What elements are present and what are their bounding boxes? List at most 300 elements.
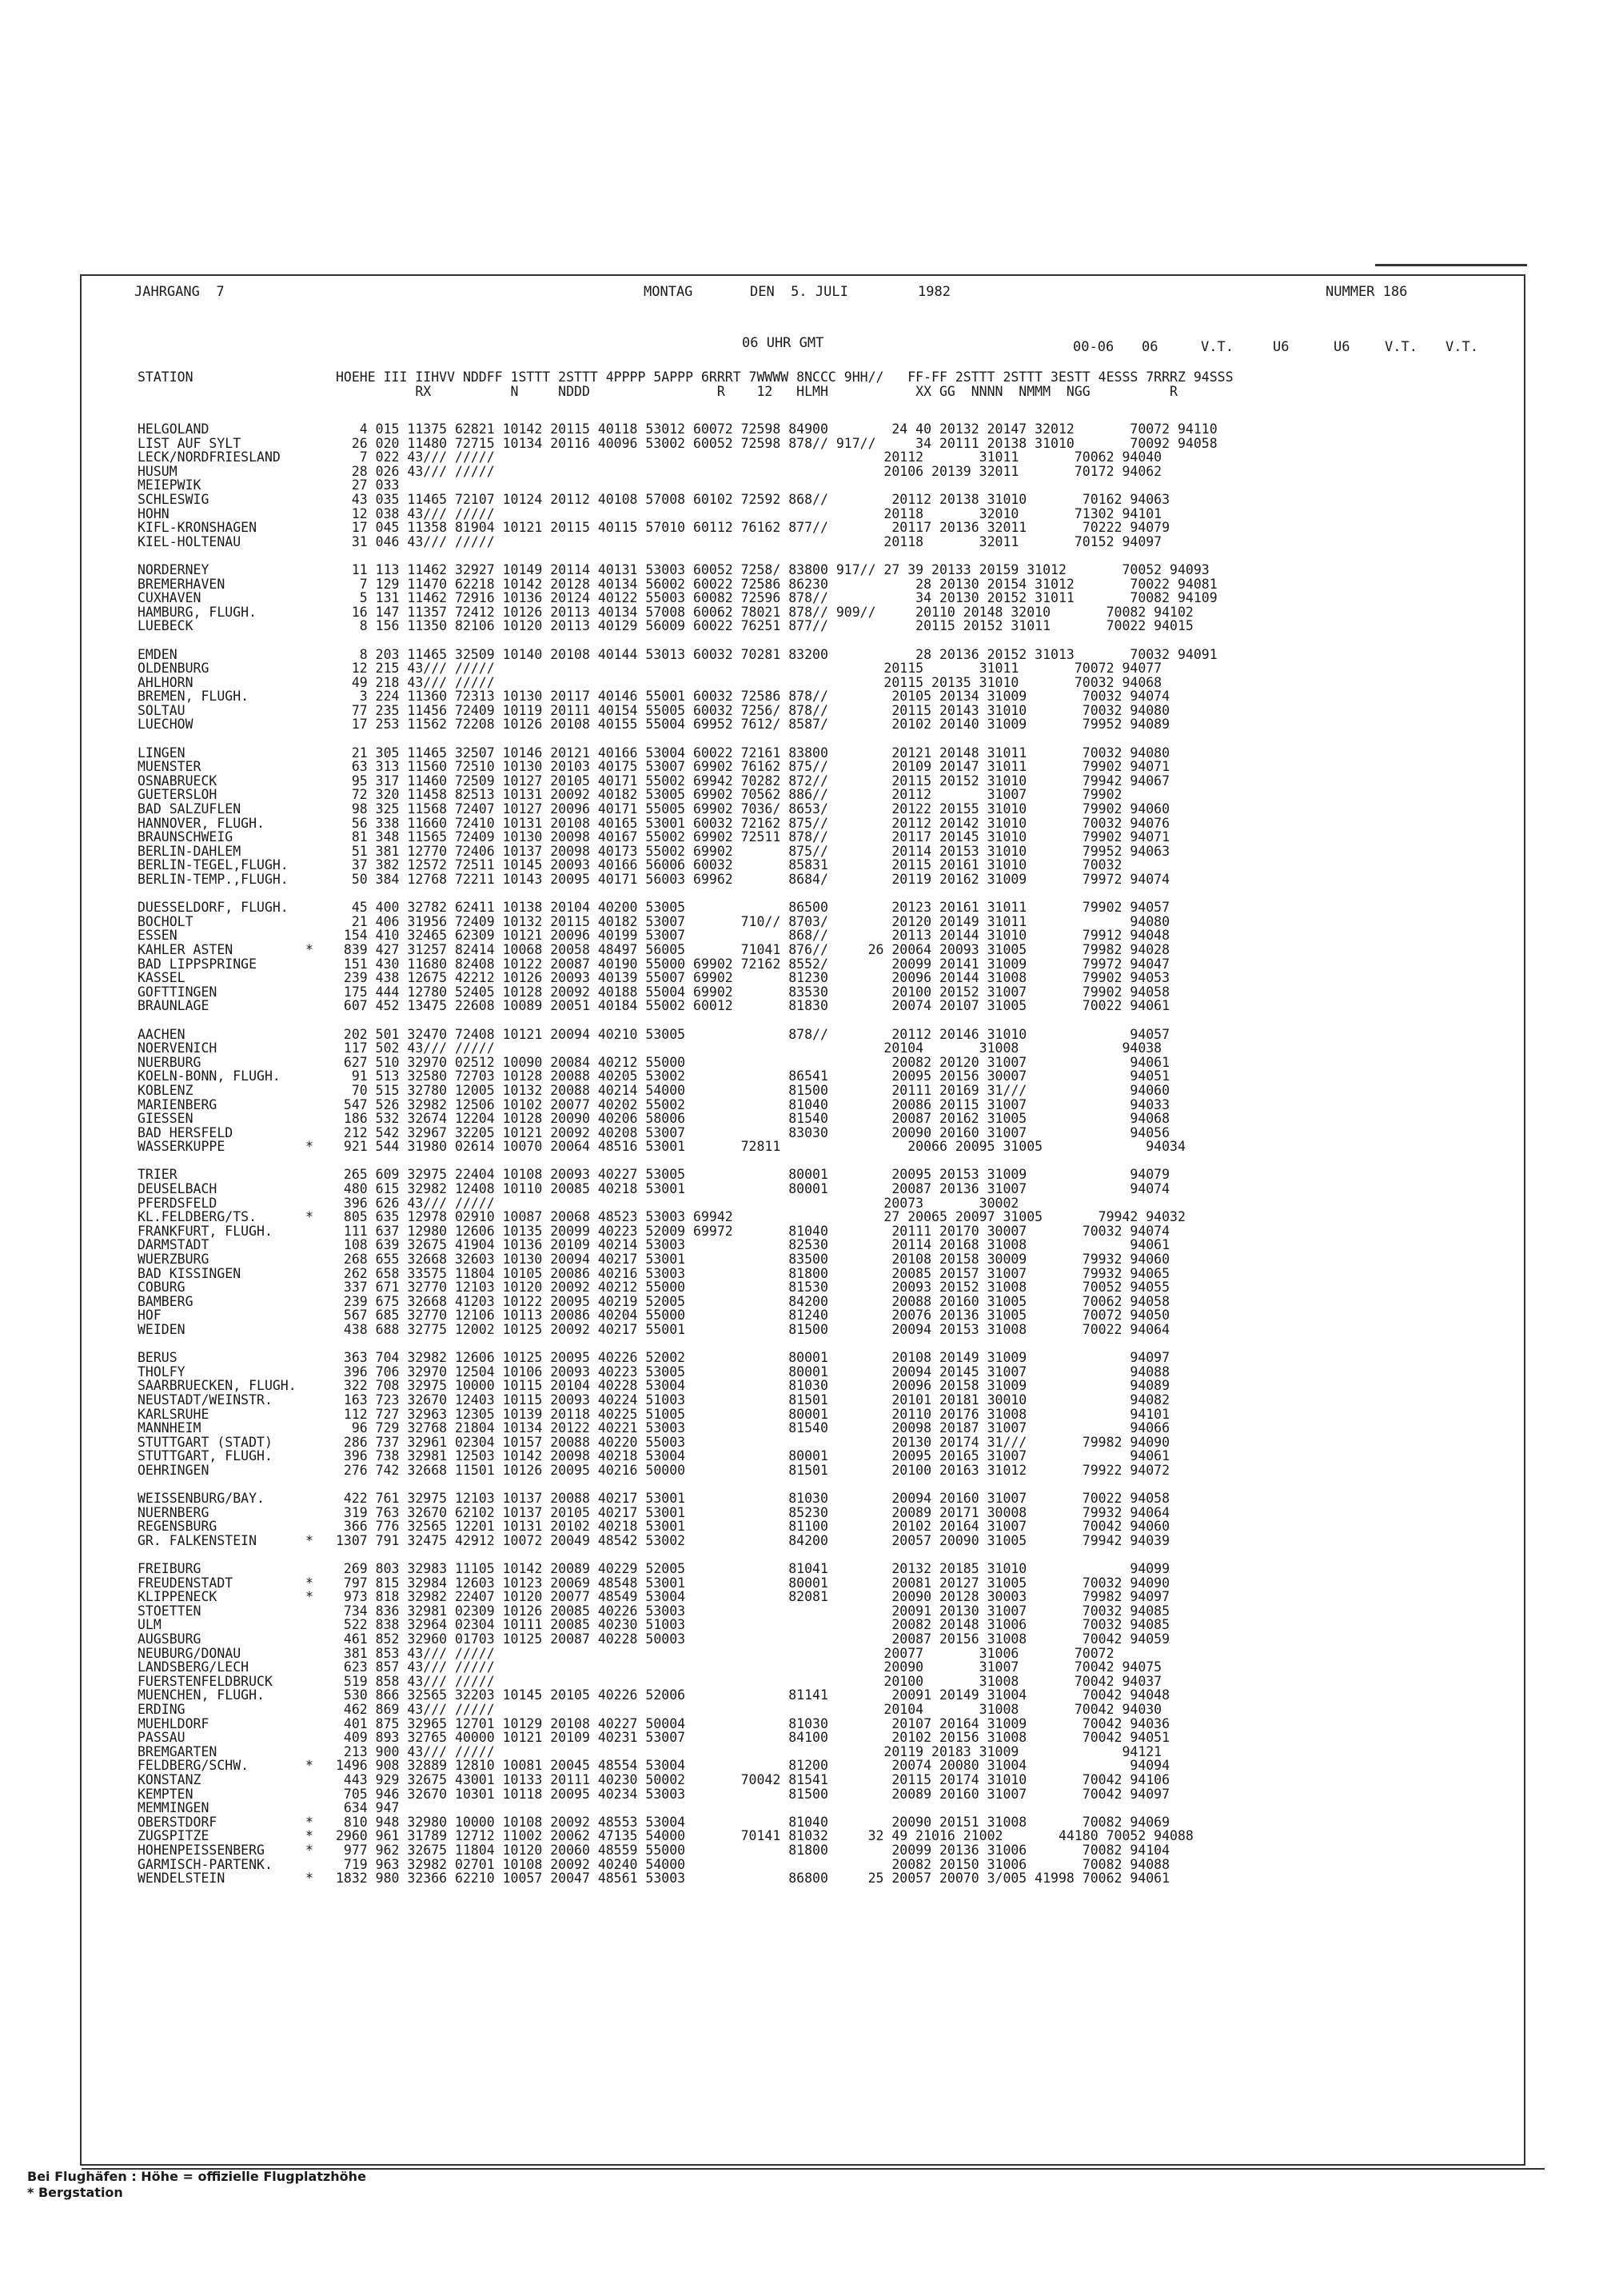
station-name: GUETERSLOH [138,788,217,803]
station-row-data: 322 708 32975 10000 10115 20104 40228 53004 81030 20096 20158 31009 94089 [336,1379,1170,1393]
station-name: NUERBURG [138,1055,201,1070]
mountain-marker [305,1308,313,1323]
station-row-data: 443 929 32675 43001 10133 20111 40230 50002 70042 81541 20115 20174 31010 70042 94106 [336,1773,1170,1787]
mountain-marker [305,1028,313,1042]
station-row-data: 519 858 43/// ///// 20100 31008 70042 94037 [336,1674,1162,1689]
mountain-marker [305,1112,313,1126]
station-row-data: 72 320 11458 82513 10131 20092 40182 53005 69902 70562 886// 20112 31007 79902 [336,788,1122,803]
station-name: KL.FELDBERG/TS. [138,1210,257,1224]
marker-group [305,1168,313,1336]
mountain-marker [305,1703,313,1717]
mountain-marker: * [305,1575,313,1591]
station-name: PASSAU [138,1731,185,1745]
station-name: BERLIN-TEMP.,FLUGH. [138,872,289,887]
mountain-marker [305,1280,313,1295]
station-group [138,1168,297,1336]
mountain-marker [305,521,313,535]
mountain-marker: * [305,1759,313,1773]
station-group [138,746,297,887]
station-row-data: 27 033 [336,478,400,493]
station-row-data: 212 542 32967 32205 10121 20092 40208 53007 83030 20090 20160 31007 94056 [336,1125,1170,1140]
station-row-data: 921 544 31980 02614 10070 20064 48516 53001 72811 20066 20095 31005 94034 [336,1140,1186,1154]
mountain-marker [305,1408,313,1422]
station-row-data: 12 038 43/// ///// 20118 32010 71302 94101 [336,506,1162,521]
station-column-header: STATION [138,369,193,385]
mountain-marker [305,605,313,620]
mountain-marker [305,1618,313,1632]
station-row-data: 2960 961 31789 12712 11002 20062 47135 54000 70141 81032 32 49 21016 21002 44180 70052 94088 [336,1829,1194,1843]
station-row-data: 438 688 32775 12002 10125 20092 40217 55001 81500 20094 20153 31008 70022 94064 [336,1323,1170,1337]
data-group [336,1351,1218,1477]
station-row-data: 797 815 32984 12603 10123 20069 48548 53001 80001 20081 20127 31005 70032 94090 [336,1575,1170,1591]
station-name: MUEHLDORF [138,1716,209,1731]
station-name: KARLSRUHE [138,1407,209,1422]
mountain-marker [305,1660,313,1675]
station-row-data: 1496 908 32889 12810 10081 20045 48554 53004 81200 20074 20080 31004 94094 [336,1759,1170,1773]
mountain-marker [305,999,313,1013]
station-row-data: 366 776 32565 12201 10131 20102 40218 53001 81100 20102 20164 31007 70042 94060 [336,1519,1170,1534]
mountain-marker [305,1365,313,1380]
station-row-data: 5 131 11462 72916 10136 20124 40122 55003 60082 72596 878// 34 20130 20152 31011 70082 94109 [336,591,1218,605]
station-row-data: 276 742 32668 11501 10126 20095 40216 50000 81501 20100 20163 31012 79922 94072 [336,1463,1170,1478]
station-row-data: 163 723 32670 12403 10115 20093 40224 51003 81501 20101 20181 30010 94082 [336,1392,1170,1408]
mountain-marker [305,1295,313,1309]
station-name: FRANKFURT, FLUGH. [138,1224,273,1239]
station-name: ESSEN [138,928,177,943]
station-row-data: 26 020 11480 72715 10134 20116 40096 53002 60052 72598 878// 917// 34 20111 20138 31010 70092 94058 [336,436,1218,451]
station-name: HOHN [138,506,169,521]
station-row-data: 37 382 12572 72511 10145 20093 40166 56006 60032 85831 20115 20161 31010 70032 [336,858,1122,872]
data-group [336,1028,1218,1154]
mountain-marker [305,478,313,493]
station-name: BAD HERSFELD [138,1125,233,1140]
station-row-data: 567 685 32770 12106 10113 20086 40204 55000 81240 20076 20136 31005 70072 94050 [336,1308,1170,1323]
station-name: OLDENBURG [138,661,209,676]
mountain-marker [305,704,313,718]
station-name: WENDELSTEIN [138,1871,225,1886]
marker-group [305,648,313,733]
station-row-data: 91 513 32580 72703 10128 20088 40205 53002 86541 20095 20156 30007 94051 [336,1069,1170,1084]
station-row-data: 186 532 32674 12204 10128 20090 40206 58006 81540 20087 20162 31005 94068 [336,1112,1170,1126]
station-name: STOETTEN [138,1603,201,1619]
station-row-data: 8 203 11465 32509 10140 20108 40144 53013 60032 70281 83200 28 20136 20152 31013 70032 94091 [336,647,1218,662]
station-row-data: 973 818 32982 22407 10120 20077 48549 53004 82081 20090 20128 30003 79982 94097 [336,1590,1170,1604]
mountain-marker: * [305,942,313,957]
mountain-marker [305,1519,313,1534]
mountain-marker [305,1435,313,1450]
mountain-marker [305,985,313,1000]
station-column [138,422,297,1899]
station-name: AHLHORN [138,675,193,690]
station-name: ZUGSPITZE [138,1829,209,1843]
station-name: LINGEN [138,745,185,761]
marker-group [305,1028,313,1154]
station-row-data: 43 035 11465 72107 10124 20112 40108 57008 60102 72592 868// 20112 20138 31010 70162 94063 [336,492,1170,507]
bulletin-frame [80,274,1525,2166]
mountain-marker [305,845,313,859]
station-group [138,563,297,633]
mountain-marker [305,493,313,507]
u6-label-2: U6 [1334,339,1350,355]
station-row-data: 977 962 32675 11804 10120 20060 48559 55000 81800 20099 20136 31006 70082 94104 [336,1843,1170,1858]
station-row-data: 21 406 31956 72409 10132 20115 40182 53007 710// 8703/ 20120 20149 31011 94080 [336,914,1170,929]
station-row-data: 269 803 32983 11105 10142 20089 40229 52005 81041 20132 20185 31010 94099 [336,1562,1170,1576]
station-row-data: 705 946 32670 10301 10118 20095 40234 53003 81500 20089 20160 31007 70042 94097 [336,1787,1170,1802]
station-name: STUTTGART (STADT) [138,1435,273,1450]
station-name: MANNHEIM [138,1421,201,1435]
station-row-data: 262 658 33575 11804 10105 20086 40216 53003 81800 20085 20157 31007 79932 94065 [336,1266,1170,1281]
station-row-data: 530 866 32565 32203 10145 20105 40226 52006 81141 20091 20149 31004 70042 94048 [336,1688,1170,1703]
mountain-marker [305,1182,313,1196]
station-row-data: 175 444 12780 52405 10128 20092 40188 55004 69902 83530 20100 20152 31007 79902 94058 [336,984,1170,1000]
data-group [336,1168,1218,1336]
vt-label-3: V.T. [1445,339,1478,355]
station-row-data: 21 305 11465 32507 10146 20121 40166 53004 60022 72161 83800 20121 20148 31011 70032 94080 [336,745,1170,761]
mountain-marker [305,1858,313,1872]
station-row-data: 522 838 32964 02304 10111 20085 40230 51003 20082 20148 31006 70032 94085 [336,1618,1170,1633]
mountain-marker [305,760,313,774]
obs-time-label: 06 UHR GMT [742,335,824,351]
station-row-data: 810 948 32980 10000 10108 20092 48553 53004 81040 20090 20151 31008 70082 94069 [336,1815,1170,1830]
observation-data-column [336,422,1218,1899]
mountain-marker [305,1604,313,1619]
station-row-data: 95 317 11460 72509 10127 20105 40171 55002 69942 70282 872// 20115 20152 31010 79942 94067 [336,773,1170,789]
mountain-marker [305,1224,313,1239]
station-name: NORDERNEY [138,562,209,577]
station-row-data: 77 235 11456 72409 10119 20111 40154 55005 60032 7256/ 878// 20115 20143 31010 70032 94080 [336,703,1170,718]
station-row-data: 81 348 11565 72409 10130 20098 40167 55002 69902 72511 878// 20117 20145 31010 79902 94071 [336,830,1170,845]
station-name: KIEL-HOLTENAU [138,534,241,549]
station-name: DEUSELBACH [138,1182,217,1196]
station-row-data: 63 313 11560 72510 10130 20103 40175 53007 69902 76162 875// 20109 20147 31011 79902 94071 [336,760,1170,774]
year-label: 1982 [918,284,951,300]
station-name: KONSTANZ [138,1773,201,1787]
mountain-marker: * [305,1140,313,1154]
mountain-marker [305,1379,313,1393]
station-name: SAARBRUECKEN, FLUGH. [138,1379,297,1393]
station-row-data: 17 045 11358 81904 10121 20115 40115 57010 60112 76162 877// 20117 20136 32011 70222 94079 [336,521,1170,535]
station-name: DARMSTADT [138,1238,209,1253]
mountain-marker [305,437,313,451]
mountain-marker [305,1126,313,1140]
code-column-header-2: RX N NDDD R 12 HLMH XX GG NNNN NMMM NGG R [336,384,1178,399]
station-row-data: 396 626 43/// ///// 20073 30002 [336,1196,1019,1211]
date-label: DEN 5. JULI [750,284,848,300]
station-row-data: 7 129 11470 62218 10142 20128 40134 56002 60022 72586 86230 28 20130 20154 31012 70022 94081 [336,577,1218,592]
data-group [336,1562,1218,1886]
station-name: SCHLESWIG [138,492,209,507]
station-name: AUGSBURG [138,1632,201,1647]
footnote-mountain-station: * Bergstation [27,2185,123,2200]
station-name: KEMPTEN [138,1787,193,1802]
station-row-data: 409 893 32765 40000 10121 20109 40231 53007 84100 20102 20156 31008 70042 94051 [336,1731,1170,1745]
station-name: BREMERHAVEN [138,577,225,592]
station-group [138,1351,297,1477]
mountain-marker [305,689,313,704]
mountain-marker [305,1632,313,1647]
marker-group [305,1491,313,1547]
station-name: HOHENPEISSENBERG [138,1843,265,1858]
mountain-marker: * [305,1210,313,1224]
station-name: OSNABRUECK [138,773,217,789]
jahrgang-label: JAHRGANG 7 [134,284,225,300]
station-name: MARIENBERG [138,1097,217,1112]
station-name: KOBLENZ [138,1083,193,1098]
station-group [138,1491,297,1547]
station-row-data: 422 761 32975 12103 10137 20088 40217 53001 81030 20094 20160 31007 70022 94058 [336,1491,1170,1506]
station-name: EMDEN [138,647,177,662]
station-name: LUECHOW [138,717,193,733]
station-name: NEUBURG/DONAU [138,1646,241,1661]
mountain-marker [305,971,313,985]
station-row-data: 363 704 32982 12606 10125 20095 40226 52002 80001 20108 20149 31009 94097 [336,1351,1170,1365]
station-row-data: 319 763 32670 62102 10137 20105 40217 53001 85230 20089 20171 30008 79932 94064 [336,1505,1170,1520]
station-row-data: 1307 791 32475 42912 10072 20049 48542 53002 84200 20057 20090 31005 79942 94039 [336,1533,1170,1548]
station-name: OEHRINGEN [138,1463,209,1478]
station-row-data: 286 737 32961 02304 10157 20088 40220 55003 20130 20174 31/// 79982 94090 [336,1435,1170,1450]
mountain-marker [305,746,313,761]
mountain-marker [305,422,313,437]
mountain-marker [305,717,313,732]
station-name: HOF [138,1308,161,1323]
mountain-marker-column [305,422,313,1899]
station-row-data: 623 857 43/// ///// 20090 31007 70042 94075 [336,1660,1162,1675]
station-row-data: 3 224 11360 72313 10130 20117 40146 55001 60032 72586 878// 20105 20134 31009 70032 94074 [336,689,1170,704]
station-name: PFERDSFELD [138,1196,217,1211]
mountain-marker [305,1717,313,1731]
data-group [336,563,1218,633]
mountain-marker [305,1168,313,1182]
mountain-marker [305,1449,313,1463]
vt-label-2: V.T. [1385,339,1418,355]
code-column-header-1: HOEHE III IIHVV NDDFF 1STTT 2STTT 4PPPP 5APPP 6RRRT 7WWWW 8NCCC 9HH// FF-FF 2STTT 2STTT 3ESTT 4ESSS 7RRRZ 94SSS [336,369,1234,385]
station-row-data: 213 900 43/// ///// 20119 20183 31009 94121 [336,1744,1162,1759]
station-name: FUERSTENFELDBRUCK [138,1674,273,1689]
station-name: CUXHAVEN [138,591,201,605]
station-group [138,648,297,733]
mountain-marker [305,957,313,972]
station-name: FREUDENSTADT [138,1575,233,1591]
data-group [336,648,1218,733]
station-row-data: 547 526 32982 12506 10102 20077 40202 55002 81040 20086 20115 31007 94033 [336,1097,1170,1112]
top-rule [1375,264,1527,266]
station-row-data: 401 875 32965 12701 10129 20108 40227 50004 81030 20107 20164 31009 70042 94036 [336,1716,1170,1731]
mountain-marker [305,817,313,831]
mountain-marker [305,1393,313,1408]
mountain-marker [305,1688,313,1703]
mountain-marker [305,1463,313,1478]
station-name: HUSUM [138,464,177,479]
footnote-airports: Bei Flughäfen : Höhe = offizielle Flugplatzhöhe [27,2169,366,2184]
station-name: LIST AUF SYLT [138,436,241,451]
data-group [336,746,1218,887]
mountain-marker [305,507,313,521]
mountain-marker [305,1252,313,1267]
marker-group [305,1562,313,1886]
station-name: COBURG [138,1280,185,1295]
station-name: NOERVENICH [138,1041,217,1056]
mountain-marker [305,577,313,592]
station-row-data: 4 015 11375 62821 10142 20115 40118 53012 60072 72598 84900 24 40 20132 20147 32012 70072 94110 [336,422,1218,437]
mountain-marker [305,802,313,817]
station-group [138,1562,297,1886]
station-row-data: 381 853 43/// ///// 20077 31006 70072 [336,1646,1115,1661]
station-row-data: 337 671 32770 12103 10120 20092 40212 55000 81530 20093 20152 31008 70052 94055 [336,1280,1170,1295]
mountain-marker [305,1323,313,1337]
station-row-data: 98 325 11568 72407 10127 20096 40171 55005 69902 7036/ 8653/ 20122 20155 31010 79902 94060 [336,802,1170,817]
mountain-marker [305,1069,313,1084]
data-group [336,1491,1218,1547]
mountain-marker [305,1421,313,1435]
station-row-data: 239 675 32668 41203 10122 20095 40219 52005 84200 20088 20160 31005 70062 94058 [336,1294,1170,1309]
station-name: NUERNBERG [138,1505,209,1520]
mountain-marker [305,1351,313,1365]
mountain-marker [305,1084,313,1098]
station-row-data: 265 609 32975 22404 10108 20093 40227 53005 80001 20095 20153 31009 94079 [336,1168,1170,1183]
mountain-marker [305,1238,313,1252]
mountain-marker [305,1801,313,1815]
marker-group [305,1351,313,1477]
station-group [138,422,297,549]
mountain-marker [305,928,313,943]
station-row-data: 734 836 32981 02309 10126 20085 40226 53003 20091 20130 31007 70032 94085 [336,1603,1170,1619]
station-group [138,900,297,1013]
station-name: BAMBERG [138,1294,193,1309]
station-name: BOCHOLT [138,914,193,929]
station-name: LECK/NORDFRIESLAND [138,450,281,465]
mountain-marker [305,788,313,802]
mountain-marker [305,830,313,845]
station-row-data: 56 338 11660 72410 10131 20108 40165 53001 60032 72162 875// 20112 20142 31010 70032 94076 [336,816,1170,831]
station-name: KAHLER ASTEN [138,942,233,957]
mountain-marker [305,1267,313,1281]
station-group [138,1028,297,1154]
mountain-marker: * [305,1829,313,1843]
station-name: ULM [138,1618,161,1633]
mountain-marker [305,1647,313,1661]
mountain-marker [305,900,313,915]
station-row-data: 28 026 43/// ///// 20106 20139 32011 70172 94062 [336,464,1162,479]
station-name: KLIPPENECK [138,1590,217,1604]
mountain-marker [305,1098,313,1112]
mountain-marker [305,450,313,465]
station-row-data: 268 655 32668 32603 10130 20094 40217 53001 83500 20108 20158 30009 79932 94060 [336,1252,1170,1267]
station-name: FELDBERG/SCHW. [138,1759,249,1773]
station-row-data: 7 022 43/// ///// 20112 31011 70062 94040 [336,450,1162,465]
station-name: LANDSBERG/LECH [138,1660,249,1675]
mountain-marker [305,915,313,929]
station-name: HAMBURG, FLUGH. [138,605,257,620]
station-row-data: 607 452 13475 22608 10089 20051 40184 55002 60012 81830 20074 20107 31005 70022 94061 [336,999,1170,1013]
mountain-marker: * [305,1843,313,1858]
mountain-marker [305,563,313,577]
station-name: BAD KISSINGEN [138,1266,241,1281]
station-name: MEMMINGEN [138,1801,209,1815]
mountain-marker: * [305,1533,313,1548]
station-row-data: 719 963 32982 02701 10108 20092 40240 54000 20082 20150 31006 70082 94088 [336,1857,1170,1872]
station-name: BERLIN-TEGEL,FLUGH. [138,858,289,872]
station-name: TRIER [138,1168,177,1183]
marker-group [305,746,313,887]
station-name: MUENSTER [138,760,201,774]
station-name: THOLFY [138,1364,185,1380]
station-name: OBERSTDORF [138,1815,217,1830]
station-name: WASSERKUPPE [138,1140,225,1154]
station-row-data: 627 510 32970 02512 10090 20084 40212 55000 20082 20120 31007 94061 [336,1055,1170,1070]
mountain-marker [305,1731,313,1745]
station-name: NEUSTADT/WEINSTR. [138,1392,273,1408]
station-name: BAD LIPPSPRINGE [138,956,257,972]
station-row-data: 108 639 32675 41904 10136 20109 40214 53003 82530 20114 20168 31008 94061 [336,1238,1170,1253]
station-name: HANNOVER, FLUGH. [138,816,265,831]
data-group [336,422,1218,549]
period-label: 00-06 [1073,339,1115,355]
mountain-marker: * [305,1871,313,1886]
station-name: BRAUNLAGE [138,999,209,1013]
mountain-marker: * [305,1590,313,1604]
station-name: BERLIN-DAHLEM [138,844,241,859]
station-name: BREMGARTEN [138,1744,217,1759]
station-name: KOELN-BONN, FLUGH. [138,1069,281,1084]
station-row-data: 239 438 12675 42212 10126 20093 40139 55007 69902 81230 20096 20144 31008 79902 94053 [336,971,1170,985]
mountain-marker [305,774,313,789]
mountain-marker [305,648,313,662]
station-row-data: 117 502 43/// ///// 20104 31008 94038 [336,1041,1162,1056]
station-row-data: 634 947 [336,1801,400,1815]
station-name: LUEBECK [138,619,193,633]
mountain-marker [305,1196,313,1211]
mountain-marker [305,1787,313,1802]
mountain-marker [305,619,313,633]
mountain-marker [305,535,313,549]
vt-label-1: V.T. [1201,339,1234,355]
station-name: SOLTAU [138,703,185,718]
station-name: GIESSEN [138,1112,193,1126]
station-row-data: 202 501 32470 72408 10121 20094 40210 53005 878// 20112 20146 31010 94057 [336,1027,1170,1042]
station-row-data: 112 727 32963 12305 10139 20118 40225 51005 80001 20110 20176 31008 94101 [336,1407,1170,1422]
mountain-marker [305,661,313,676]
station-row-data: 50 384 12768 72211 10143 20095 40171 56003 69962 8684/ 20119 20162 31009 79972 94074 [336,872,1170,887]
mountain-marker [305,1506,313,1520]
mountain-marker [305,1745,313,1759]
station-row-data: 16 147 11357 72412 10126 20113 40134 57008 60062 78021 878// 909// 20110 20148 32010 70082 94102 [336,605,1194,620]
station-row-data: 45 400 32782 62411 10138 20104 40200 53005 86500 20123 20161 31011 79902 94057 [336,900,1170,915]
mountain-marker [305,1773,313,1787]
station-row-data: 70 515 32780 12005 10132 20088 40214 54000 81500 20111 20169 31/// 94060 [336,1083,1170,1098]
station-row-data: 96 729 32768 21804 10134 20122 40221 53003 81540 20098 20187 31007 94066 [336,1421,1170,1435]
u6-label-1: U6 [1273,339,1290,355]
station-name: FREIBURG [138,1562,201,1576]
station-row-data: 111 637 12980 12606 10135 20099 40223 52009 69972 81040 20111 20170 30007 70032 94074 [336,1224,1170,1239]
mountain-marker [305,1041,313,1056]
mountain-marker [305,1675,313,1689]
station-row-data: 461 852 32960 01703 10125 20087 40228 50003 20087 20156 31008 70042 94059 [336,1632,1170,1647]
marker-group [305,563,313,633]
station-name: HELGOLAND [138,422,209,437]
mountain-marker [305,1056,313,1070]
station-name: BREMEN, FLUGH. [138,689,249,704]
station-row-data: 8 156 11350 82106 10120 20113 40129 56009 60022 76251 877// 20115 20152 31011 70022 94015 [336,619,1194,633]
mountain-marker [305,1562,313,1576]
station-name: WUERZBURG [138,1252,209,1267]
station-name: DUESSELDORF, FLUGH. [138,900,289,915]
station-name: AACHEN [138,1027,185,1042]
station-row-data: 480 615 32982 12408 10110 20085 40218 53001 80001 20087 20136 31007 94074 [336,1182,1170,1196]
station-row-data: 12 215 43/// ///// 20115 31011 70072 94077 [336,661,1162,676]
station-row-data: 17 253 11562 72208 10126 20108 40155 55004 69952 7612/ 8587/ 20102 20140 31009 79952 94089 [336,717,1170,733]
station-name: MUENCHEN, FLUGH. [138,1688,265,1703]
marker-group [305,900,313,1013]
